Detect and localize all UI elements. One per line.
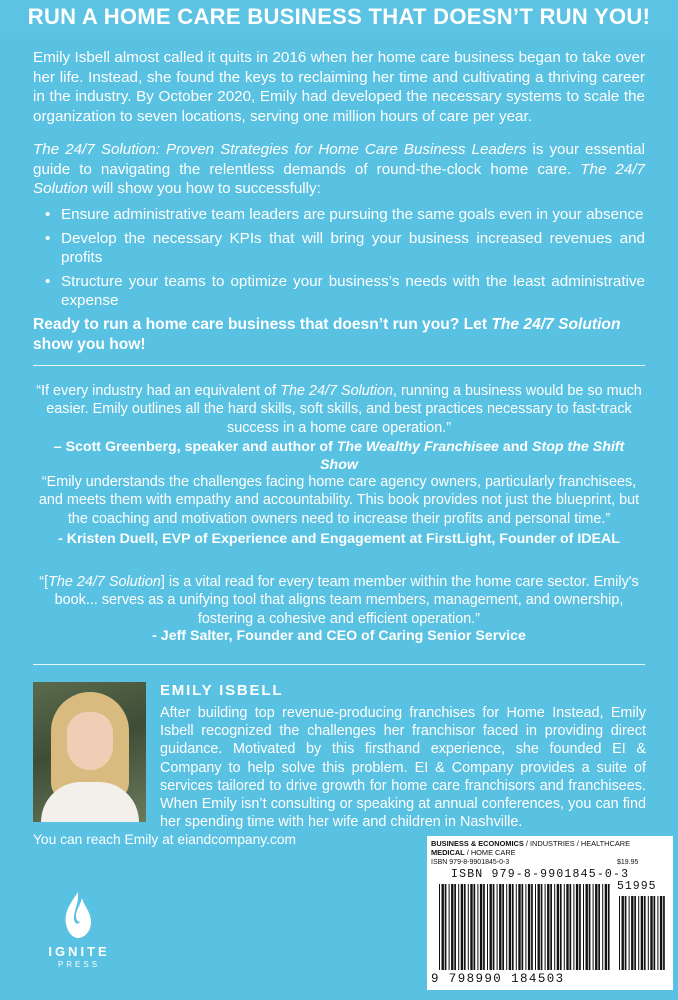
barcode-stripe (657, 896, 658, 970)
barcode-stripe (557, 884, 559, 970)
barcode-stripe (663, 896, 665, 970)
barcode-stripe (454, 884, 456, 970)
barcode-stripe (638, 896, 639, 970)
barcode-stripe (502, 884, 504, 970)
quote-book-title: The 24/7 Solution (48, 574, 161, 590)
category-text: / HOME CARE (464, 848, 516, 858)
barcode-stripe (442, 884, 444, 970)
barcode-stripe (602, 884, 603, 970)
barcode-stripe (576, 884, 578, 970)
barcode-stripe (566, 884, 568, 970)
barcode-stripe (641, 896, 643, 970)
barcode-stripe (586, 884, 588, 970)
barcode-stripe (648, 896, 649, 970)
cta-text-a: Ready to run a home care business that doesn’t run you? Let (33, 316, 492, 333)
barcode-stripe (509, 884, 511, 970)
attribution-book-title: Stop the Shift Show (320, 439, 625, 473)
barcode-number: 9 798990 184503 (431, 972, 565, 986)
barcode-stripe (570, 884, 572, 970)
barcode-stripe (554, 884, 555, 970)
call-to-action (33, 315, 645, 355)
endorsement-quote-3 (33, 573, 645, 628)
attribution-text: – Scott Greenberg, speaker and author of (53, 439, 337, 455)
publisher-subname: PRESS (57, 960, 101, 969)
quote-book-title: The 24/7 Solution (280, 383, 393, 399)
isbn-small: ISBN 979-8-9901845-0-3 (431, 859, 510, 866)
book-title: The 24/7 Solution: Proven Strategies for Home Care Business Leaders (33, 141, 527, 158)
author-photo (33, 682, 146, 822)
cover-headline: RUN A HOME CARE BUSINESS THAT DOESN’T RUN YOU! (27, 4, 651, 29)
barcode-stripe (589, 884, 591, 970)
barcode-stripe (490, 884, 492, 970)
barcode-stripe (644, 896, 646, 970)
barcode-stripe (598, 884, 600, 970)
barcode-stripe (625, 896, 627, 970)
barcode-stripe (595, 884, 597, 970)
barcode-stripe (458, 884, 459, 970)
barcode-stripe (522, 884, 524, 970)
cta-title: The 24/7 Solution (491, 316, 621, 333)
barcode-stripe (477, 884, 478, 970)
barcode-stripe (531, 884, 533, 970)
barcode-stripe (631, 896, 633, 970)
barcode-stripe (445, 884, 447, 970)
list-item: • Ensure administrative team leaders are pursuing the same goals even in your absence (61, 205, 645, 225)
barcode-stripe (560, 884, 562, 970)
author-face (67, 712, 113, 770)
guide-text-a: is your essential guide to navigating the relentless demands of round-the-clock home care. (33, 141, 645, 178)
quote-text: “If every industry had an equivalent of (36, 383, 281, 399)
publisher-logo (44, 890, 114, 980)
endorsement-attribution-3: - Jeff Salter, Founder and CEO of Caring Senior Service (152, 628, 526, 644)
guide-text-b: will show you how to successfully: (87, 180, 321, 198)
barcode-stripe (464, 884, 466, 970)
endorsement-attribution-2: - Kristen Duell, EVP of Experience and Engagement at FirstLight, Founder of IDEAL (58, 531, 620, 547)
divider (33, 664, 645, 665)
barcode-stripe (619, 896, 620, 970)
barcode-stripe (483, 884, 485, 970)
barcode-stripe (545, 884, 546, 970)
barcode-bars (439, 884, 611, 970)
barcode-stripe (608, 884, 610, 970)
barcode-stripe (573, 884, 574, 970)
barcode-stripe (564, 884, 565, 970)
attribution-text: and (498, 439, 533, 455)
barcode-stripe (468, 884, 469, 970)
list-item: • Structure your teams to optimize your business’s needs with the least administrative expense (61, 272, 645, 311)
author-contact: You can reach Emily at eiandcompany.com (33, 832, 297, 847)
price-code: 51995 (617, 880, 657, 893)
barcode-stripe (506, 884, 507, 970)
bisac-category (431, 839, 671, 858)
barcode-stripe (525, 884, 526, 970)
attribution-book-title: The Wealthy Franchisee (336, 439, 499, 455)
barcode-stripe (634, 896, 636, 970)
barcode-stripe (480, 884, 482, 970)
quote-text: , running a business would be so much easier. Emily outlines all the hard skills, soft skills, and best practices necessary to fast-track success in a home care operation.” (46, 383, 642, 436)
isbn-barcode-box (427, 836, 673, 990)
barcode-stripe (541, 884, 543, 970)
category-text: / INDUSTRIES / HEALTHCARE (523, 839, 631, 848)
price-barcode-bars (619, 896, 665, 970)
author-bio: After building top revenue-producing franchises for Home Instead, Emily Isbell recognized the challenges her franchisor faced in providing direct guidance. Motivated by this firsthand experience, she founded EI & Company to help solve this problem. EI & Company provides a suite of services tailored to drive growth for home care franchisors and franchisees. When Emily isn’t consulting or speaking at annual conferences, you can find her spending time with her wife and children in Nashville. (160, 705, 646, 831)
publisher-name: IGNITE (48, 944, 110, 959)
barcode-stripe (461, 884, 463, 970)
barcode-stripe (493, 884, 495, 970)
quote-text: ] is a vital read for every team member within the home care sector. Emily's book... serves as a unifying tool that aligns team members, management, and ownership, fostering a cohesive and efficient operation.” (54, 574, 639, 627)
barcode-stripe (538, 884, 540, 970)
barcode-stripe (516, 884, 517, 970)
author-name: EMILY ISBELL (160, 682, 284, 699)
book-short-title: The 24/7 Solution (33, 160, 645, 198)
barcode-stripe (547, 884, 549, 970)
barcode-stripe (583, 884, 584, 970)
isbn-label: ISBN 979-8-9901845-0-3 (451, 868, 630, 881)
barcode-stripe (622, 896, 624, 970)
guide-paragraph (33, 140, 645, 199)
barcode-stripe (654, 896, 656, 970)
barcode-stripe (528, 884, 530, 970)
barcode-stripe (470, 884, 472, 970)
barcode-stripe (660, 896, 662, 970)
endorsement-quote-1 (33, 382, 645, 437)
barcode-stripe (550, 884, 552, 970)
barcode-stripe (629, 896, 630, 970)
benefit-list (33, 205, 645, 315)
divider (33, 365, 645, 366)
price: $19.95 (617, 859, 639, 866)
barcode-stripe (605, 884, 607, 970)
barcode-stripe (449, 884, 450, 970)
flame-icon (60, 890, 96, 940)
list-item: • Develop the necessary KPIs that will bring your business increased revenues and profits (61, 229, 645, 268)
barcode-stripe (518, 884, 520, 970)
barcode-stripe (499, 884, 501, 970)
quote-text: “[ (39, 574, 49, 590)
endorsement-attribution-1 (33, 438, 645, 474)
barcode-stripe (593, 884, 594, 970)
category-text: MEDICAL (431, 848, 465, 858)
barcode-stripe (512, 884, 514, 970)
barcode-stripe (451, 884, 453, 970)
barcode-stripe (579, 884, 581, 970)
barcode-stripe (535, 884, 536, 970)
barcode-stripe (474, 884, 476, 970)
barcode-stripe (439, 884, 440, 970)
barcode-stripe (650, 896, 652, 970)
barcode-stripe (497, 884, 498, 970)
endorsement-quote-2: “Emily understands the challenges facing home care agency owners, particularly franchisees, and meets them with empathy and accountability. This book provides not just the blueprint, but the coaching and motivation owners need to increase their profits and personal time.” (38, 474, 640, 527)
cta-text-b: show you how! (33, 336, 146, 353)
barcode-stripe (487, 884, 488, 970)
intro-paragraph: Emily Isbell almost called it quits in 2016 when her home care business began to take over her life. Instead, she found the keys to reclaiming her time and cultivating a thriving career in the industry. By October 2020, Emily had developed the necessary systems to scale the organization to seven locations, serving one million hours of care per year. (33, 49, 645, 125)
category-text: BUSINESS & ECONOMICS (431, 839, 524, 848)
